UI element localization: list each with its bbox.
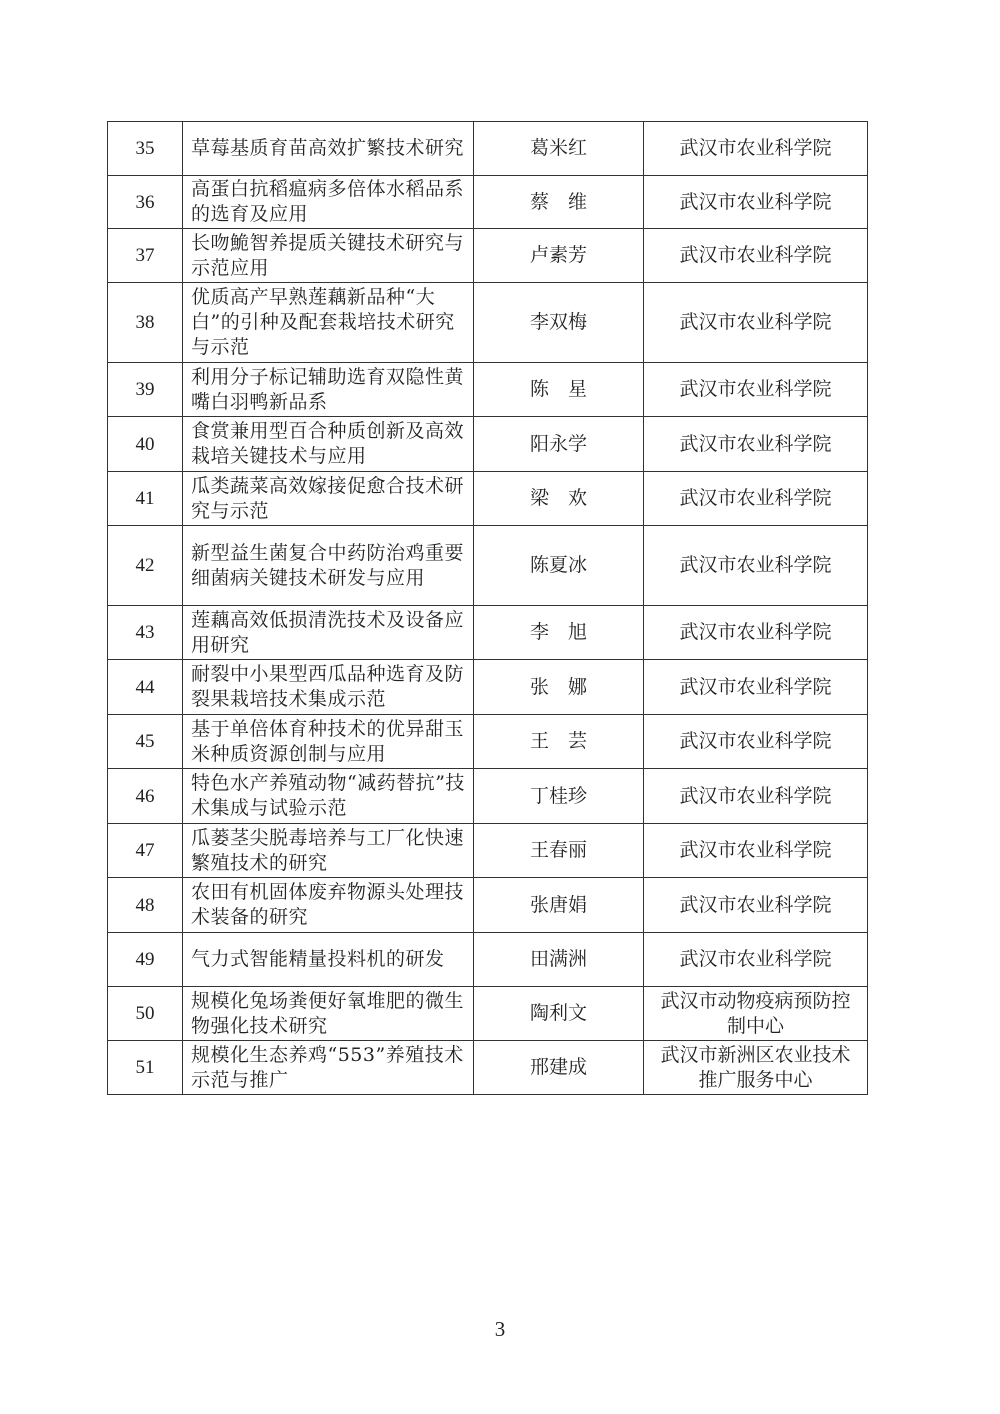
project-table	[107, 121, 868, 1095]
table-row	[108, 660, 868, 715]
project-title: 优质高产早熟莲藕新品种“大白”的引种及配套栽培技术研究与示范	[191, 286, 455, 358]
project-leader-cell	[474, 715, 644, 769]
project-unit: 武汉市农业科学院	[679, 730, 832, 752]
project-unit-cell	[644, 769, 868, 824]
project-leader: 王 芸	[529, 730, 587, 752]
row-number: 36	[135, 191, 155, 213]
project-title-cell	[183, 1041, 474, 1095]
project-title: 农田有机固体废弃物源头处理技术装备的研究	[191, 881, 465, 928]
project-unit: 武汉市农业科学院	[679, 839, 832, 861]
project-leader: 李双梅	[529, 311, 587, 333]
project-leader: 陈夏冰	[529, 554, 587, 576]
table-row	[108, 417, 868, 472]
project-unit-cell	[644, 283, 868, 363]
project-leader-cell	[474, 987, 644, 1041]
project-title: 草莓基质育苗高效扩繁技术研究	[191, 137, 465, 159]
project-unit: 武汉市农业科学院	[679, 893, 832, 916]
project-unit: 武汉市农业科学院	[679, 948, 832, 970]
row-number-cell	[108, 660, 183, 715]
project-title: 气力式智能精量投料机的研发	[191, 948, 445, 970]
project-title-cell	[183, 283, 474, 363]
project-unit: 武汉市农业科学院	[679, 675, 832, 698]
project-unit: 武汉市农业科学院	[679, 487, 832, 509]
project-title: 瓜蒌茎尖脱毒培养与工厂化快速繁殖技术的研究	[191, 826, 465, 874]
project-unit-cell	[644, 606, 868, 660]
project-unit-cell	[644, 878, 868, 933]
project-title-cell	[183, 526, 474, 606]
project-leader: 张唐娟	[529, 893, 587, 916]
table-row	[108, 715, 868, 769]
project-unit-cell	[644, 363, 868, 417]
project-unit: 武汉市农业科学院	[679, 311, 832, 333]
row-number-cell	[108, 1041, 183, 1095]
row-number: 51	[135, 1057, 155, 1078]
table-row	[108, 878, 868, 933]
project-title-cell	[183, 606, 474, 660]
project-title: 新型益生菌复合中药防治鸡重要细菌病关键技术研发与应用	[191, 541, 465, 589]
project-leader-cell	[474, 606, 644, 660]
table-row	[108, 1041, 868, 1095]
row-number-cell	[108, 122, 183, 176]
table-row	[108, 229, 868, 283]
project-leader-cell	[474, 283, 644, 363]
project-unit: 武汉市农业科学院	[679, 432, 832, 455]
project-unit: 武汉市农业科学院	[679, 784, 832, 807]
project-unit-cell	[644, 824, 868, 878]
row-number-cell	[108, 878, 183, 933]
project-title-cell	[183, 417, 474, 472]
table-row	[108, 824, 868, 878]
row-number: 37	[135, 245, 155, 266]
project-leader: 陈 星	[529, 378, 587, 400]
project-leader-cell	[474, 769, 644, 824]
project-leader-cell	[474, 933, 644, 987]
project-unit-cell	[644, 715, 868, 769]
row-number: 44	[135, 676, 155, 698]
project-title: 高蛋白抗稻瘟病多倍体水稻品系的选育及应用	[191, 178, 465, 225]
row-number-cell	[108, 769, 183, 824]
table-row	[108, 363, 868, 417]
project-leader-cell	[474, 526, 644, 606]
project-unit-cell	[644, 122, 868, 176]
row-number-cell	[108, 987, 183, 1041]
project-title: 特色水产养殖动物“减药替抗”技术集成与试验示范	[191, 772, 465, 819]
project-title: 利用分子标记辅助选育双隐性黄嘴白羽鸭新品系	[191, 365, 465, 413]
project-unit: 武汉市农业科学院	[679, 137, 832, 159]
project-leader-cell	[474, 176, 644, 229]
row-number: 38	[135, 312, 155, 333]
project-title: 瓜类蔬菜高效嫁接促愈合技术研究与示范	[191, 474, 465, 522]
project-title: 莲藕高效低损清洗技术及设备应用研究	[191, 608, 465, 656]
project-leader: 梁 欢	[529, 487, 587, 509]
row-number: 41	[135, 488, 155, 509]
project-unit-cell	[644, 987, 868, 1041]
row-number: 48	[135, 894, 155, 916]
row-number-cell	[108, 824, 183, 878]
project-leader: 邢建成	[529, 1056, 587, 1078]
project-title: 耐裂中小果型西瓜品种选育及防裂果栽培技术集成示范	[191, 663, 465, 710]
project-leader: 丁桂珍	[529, 784, 587, 807]
table-row	[108, 606, 868, 660]
project-unit-cell	[644, 1041, 868, 1095]
project-leader-cell	[474, 824, 644, 878]
table-row	[108, 283, 868, 363]
row-number-cell	[108, 176, 183, 229]
project-leader: 张 娜	[529, 675, 587, 698]
project-leader: 卢素芳	[529, 244, 587, 266]
project-unit: 武汉市农业科学院	[679, 554, 832, 576]
project-leader-cell	[474, 417, 644, 472]
project-leader: 李 旭	[529, 621, 587, 643]
project-title: 基于单倍体育种技术的优异甜玉米种质资源创制与应用	[191, 717, 465, 765]
project-leader: 王春丽	[529, 839, 587, 861]
row-number-cell	[108, 417, 183, 472]
project-leader-cell	[474, 122, 644, 176]
row-number: 43	[135, 622, 155, 643]
table-row	[108, 122, 868, 176]
table-row	[108, 526, 868, 606]
row-number: 50	[135, 1003, 155, 1024]
row-number-cell	[108, 933, 183, 987]
row-number-cell	[108, 715, 183, 769]
project-title: 规模化兔场粪便好氧堆肥的微生物强化技术研究	[191, 989, 465, 1037]
project-title-cell	[183, 987, 474, 1041]
row-number-cell	[108, 363, 183, 417]
project-title-cell	[183, 229, 474, 283]
row-number: 40	[135, 433, 155, 455]
project-unit-cell	[644, 472, 868, 526]
project-title-cell	[183, 824, 474, 878]
project-unit-cell	[644, 526, 868, 606]
project-title: 规模化生态养鸡“553”养殖技术示范与推广	[191, 1043, 464, 1091]
project-unit: 武汉市农业科学院	[679, 621, 832, 643]
project-unit-cell	[644, 933, 868, 987]
project-title-cell	[183, 472, 474, 526]
project-leader: 阳永学	[529, 432, 587, 455]
project-leader-cell	[474, 363, 644, 417]
project-unit: 武汉市动物疫病预防控制中心	[660, 989, 851, 1037]
project-title: 食赏兼用型百合种质创新及高效栽培关键技术与应用	[191, 420, 465, 467]
project-title-cell	[183, 363, 474, 417]
row-number: 47	[135, 840, 155, 861]
row-number: 39	[135, 379, 155, 400]
table-row	[108, 176, 868, 229]
page-number: 3	[494, 1317, 506, 1341]
row-number: 49	[135, 949, 155, 970]
project-leader-cell	[474, 472, 644, 526]
project-unit-cell	[644, 176, 868, 229]
row-number-cell	[108, 526, 183, 606]
row-number-cell	[108, 472, 183, 526]
project-title-cell	[183, 660, 474, 715]
project-title-cell	[183, 933, 474, 987]
table-body	[108, 122, 868, 1095]
project-leader-cell	[474, 878, 644, 933]
row-number: 42	[135, 555, 155, 576]
project-title-cell	[183, 122, 474, 176]
project-title-cell	[183, 878, 474, 933]
project-title-cell	[183, 769, 474, 824]
table-row	[108, 769, 868, 824]
project-leader: 蔡 维	[529, 190, 587, 213]
project-leader-cell	[474, 1041, 644, 1095]
project-unit-cell	[644, 660, 868, 715]
project-unit: 武汉市农业科学院	[679, 190, 832, 213]
row-number-cell	[108, 283, 183, 363]
project-unit: 武汉市新洲区农业技术推广服务中心	[660, 1043, 851, 1091]
row-number: 46	[135, 785, 155, 807]
project-leader-cell	[474, 229, 644, 283]
row-number: 35	[135, 138, 155, 159]
project-leader: 田满洲	[529, 948, 587, 970]
project-unit-cell	[644, 417, 868, 472]
project-title: 长吻鮠智养提质关键技术研究与示范应用	[191, 231, 465, 279]
table-row	[108, 933, 868, 987]
table-row	[108, 987, 868, 1041]
project-unit: 武汉市农业科学院	[679, 378, 832, 400]
project-leader: 葛米红	[529, 137, 587, 159]
row-number: 45	[135, 731, 155, 752]
project-unit: 武汉市农业科学院	[679, 244, 832, 266]
project-unit-cell	[644, 229, 868, 283]
table-row	[108, 472, 868, 526]
project-leader-cell	[474, 660, 644, 715]
row-number-cell	[108, 606, 183, 660]
project-title-cell	[183, 715, 474, 769]
row-number-cell	[108, 229, 183, 283]
project-title-cell	[183, 176, 474, 229]
project-leader: 陶利文	[529, 1002, 587, 1024]
